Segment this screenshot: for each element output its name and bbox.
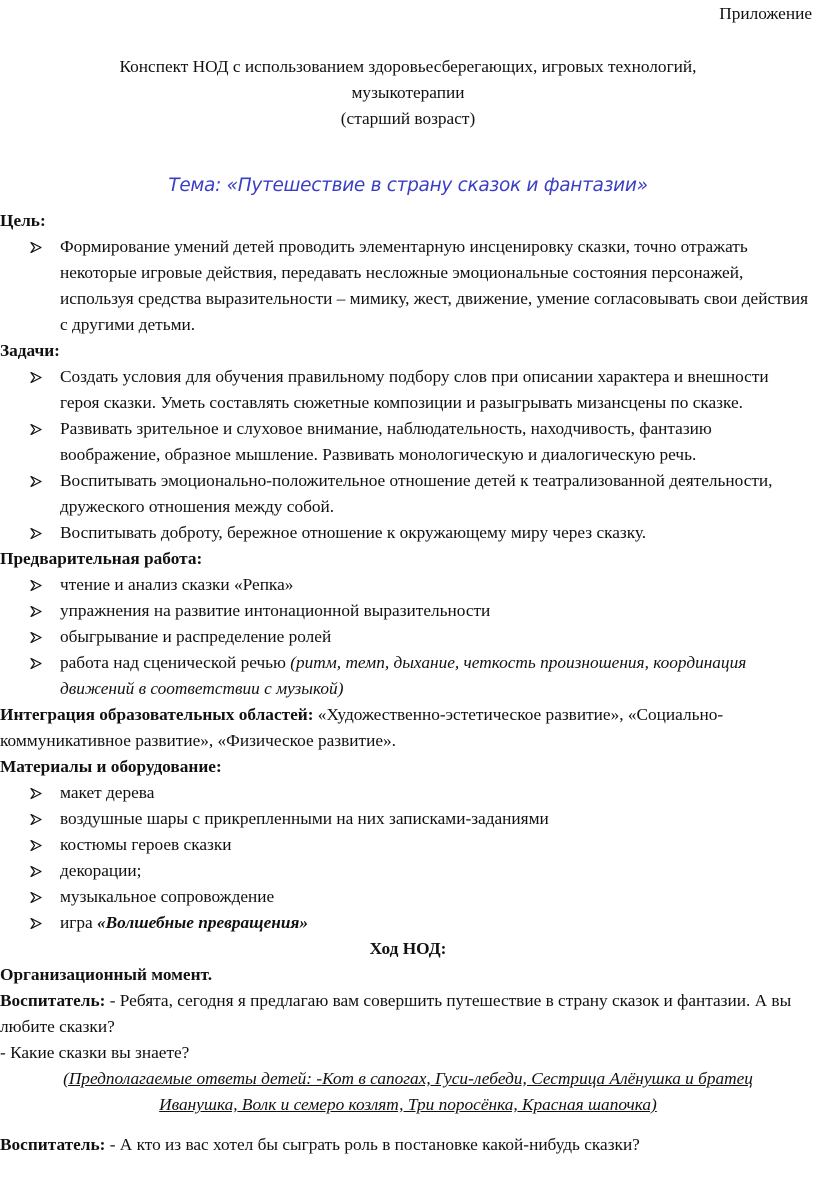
integration-text: «Художественно-эстетическое развитие», «Социально-коммуникативное развитие», «Физическое развитие». [0, 705, 724, 750]
arrow-bullet-icon [30, 364, 44, 390]
document-title [0, 54, 816, 132]
course-heading: Ход НОД: [369, 939, 447, 958]
goal-heading: Цель: [0, 211, 46, 230]
arrow-bullet-icon [30, 832, 44, 858]
arrow-bullet-icon [30, 468, 44, 494]
arrow-bullet-icon [30, 234, 44, 260]
prelim-item: упражнения на развитие интонационной выразительности [0, 598, 816, 624]
goal-item: Формирование умений детей проводить элементарную инсценировку сказки, точно отражать некоторые игровые действия, передавать несложные эмоциональные состояния персонажей, используя средства выразительности – мимику, жест, движение, умение согласовывать свои действия с другими детьми. [0, 234, 816, 338]
expected-answers-line-1: (Предполагаемые ответы детей: -Кот в сапогах, Гуси-лебеди, Сестрица Алёнушка и братец [63, 1069, 753, 1088]
arrow-bullet-icon [30, 780, 44, 806]
task-item: Воспитывать эмоционально-положительное отношение детей к театрализованной деятельности, дружеского отношения между собой. [0, 468, 816, 520]
material-item: декорации; [0, 858, 816, 884]
org-moment-heading: Организационный момент. [0, 965, 213, 984]
arrow-bullet-icon [30, 572, 44, 598]
prelim-item: работа над сценической речью (ритм, темп, дыхание, четкость произношения, координация движений в соответствии с музыкой) [0, 650, 816, 702]
task-item: Развивать зрительное и слуховое внимание, наблюдательность, находчивость, фантазию воображение, образное мышление. Развивать монологическую и диалогическую речь. [0, 416, 816, 468]
title-line-3: (старший возраст) [340, 109, 476, 128]
document-body [0, 208, 816, 1158]
title-line-1: Конспект НОД с использованием здоровьесберегающих, игровых технологий, [119, 57, 697, 76]
teacher-line-2: Воспитатель: - А кто из вас хотел бы сыграть роль в постановке какой-нибудь сказки? [0, 1135, 640, 1154]
prelim-item: чтение и анализ сказки «Репка» [0, 572, 816, 598]
expected-answers-line-2: Иванушка, Волк и семеро козлят, Три поросёнка, Красная шапочка) [159, 1095, 657, 1114]
task-item: Создать условия для обучения правильному подбору слов при описании характера и внешности героя сказки. Уметь составлять сюжетные композиции и разыгрывать мизансцены по сказке. [0, 364, 816, 416]
appendix-label: Приложение [719, 4, 812, 23]
materials-heading: Материалы и оборудование: [0, 757, 222, 776]
material-item: воздушные шары с прикрепленными на них записками-заданиями [0, 806, 816, 832]
prelim-item: обыгрывание и распределение ролей [0, 624, 816, 650]
teacher-line-1: Воспитатель: - Ребята, сегодня я предлагаю вам совершить путешествие в страну сказок и фантазии. А вы любите сказки? [0, 991, 792, 1036]
arrow-bullet-icon [30, 884, 44, 910]
integration-label: Интеграция образовательных областей: [0, 705, 314, 724]
arrow-bullet-icon [30, 520, 44, 546]
material-item: макет дерева [0, 780, 816, 806]
arrow-bullet-icon [30, 416, 44, 442]
integration-paragraph [0, 702, 816, 754]
arrow-bullet-icon [30, 650, 44, 676]
question-line: - Какие сказки вы знаете? [0, 1043, 190, 1062]
material-item: музыкальное сопровождение [0, 884, 816, 910]
arrow-bullet-icon [30, 624, 44, 650]
arrow-bullet-icon [30, 806, 44, 832]
material-item: игра «Волшебные превращения» [0, 910, 816, 936]
arrow-bullet-icon [30, 598, 44, 624]
prelim-heading: Предварительная работа: [0, 549, 203, 568]
task-item: Воспитывать доброту, бережное отношение к окружающему миру через сказку. [0, 520, 816, 546]
arrow-bullet-icon [30, 910, 44, 936]
teacher-label: Воспитатель: [0, 1135, 106, 1154]
tasks-heading: Задачи: [0, 341, 60, 360]
teacher-label: Воспитатель: [0, 991, 106, 1010]
title-line-2: музыкотерапии [351, 83, 465, 102]
theme-title: Тема: «Путешествие в страну сказок и фантазии» [168, 175, 648, 196]
arrow-bullet-icon [30, 858, 44, 884]
material-item: костюмы героев сказки [0, 832, 816, 858]
